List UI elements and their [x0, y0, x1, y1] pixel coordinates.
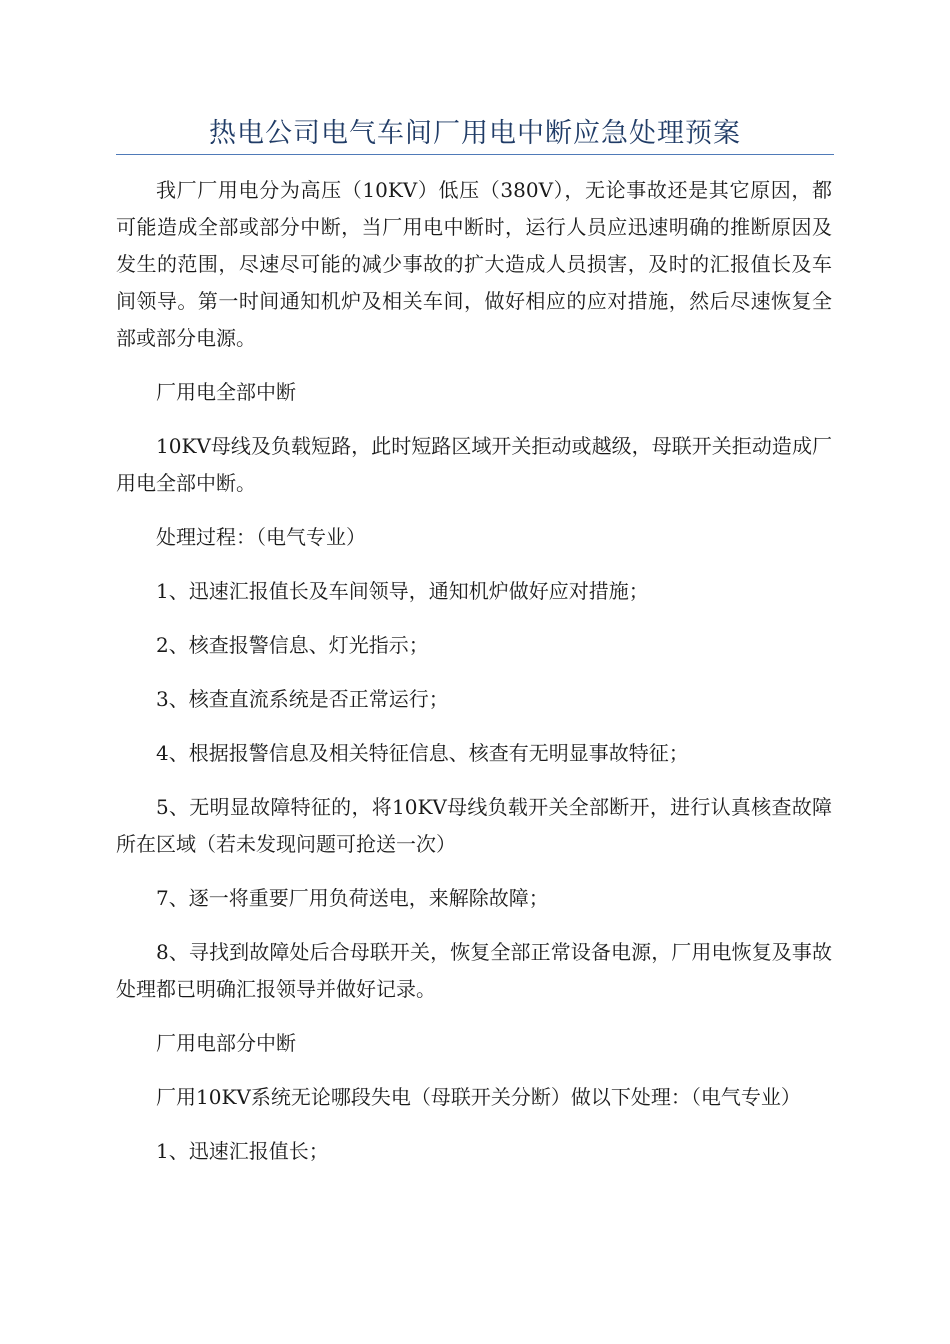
document-body [116, 172, 832, 1187]
procedure-step: 2、核查报警信息、灯光指示； [156, 633, 429, 657]
procedure-step: 3、核查直流系统是否正常运行； [156, 687, 449, 711]
full-outage-cause-paragraph: 10KV母线及负载短路，此时短路区域开关拒动或越级，母联开关拒动造成厂用电全部中断。 [116, 434, 832, 495]
procedure-step: 5、无明显故障特征的，将10KV母线负载开关全部断开，进行认真核查故障所在区域（若未发现问题可抢送一次） [116, 795, 832, 856]
procedure-heading: 处理过程：（电气专业） [156, 525, 366, 549]
document-title: 热电公司电气车间厂用电中断应急处理预案 [209, 118, 741, 149]
intro-paragraph: 我厂厂用电分为高压（10KV）低压（380V），无论事故还是其它原因，都可能造成全部或部分中断，当厂用电中断时，运行人员应迅速明确的推断原因及发生的范围，尽速尽可能的减少事故的扩大造成人员损害，及时的汇报值长及车间领导。第一时间通知机炉及相关车间，做好相应的应对措施，然后尽速恢复全部或部分电源。 [116, 178, 832, 350]
partial-outage-paragraph: 厂用10KV系统无论哪段失电（母联开关分断）做以下处理：（电气专业） [156, 1085, 801, 1109]
procedure-step: 1、迅速汇报值长； [156, 1139, 329, 1163]
procedure-step: 7、逐一将重要厂用负荷送电，来解除故障； [156, 886, 549, 910]
procedure-step: 1、迅速汇报值长及车间领导，通知机炉做好应对措施； [156, 579, 649, 603]
section-heading-full-outage: 厂用电全部中断 [156, 380, 296, 404]
procedure-step: 8、寻找到故障处后合母联开关，恢复全部正常设备电源，厂用电恢复及事故处理都已明确汇报领导并做好记录。 [116, 940, 832, 1001]
procedure-step: 4、根据报警信息及相关特征信息、核查有无明显事故特征； [156, 741, 689, 765]
title-underline [116, 154, 834, 155]
section-heading-partial-outage: 厂用电部分中断 [156, 1031, 296, 1055]
